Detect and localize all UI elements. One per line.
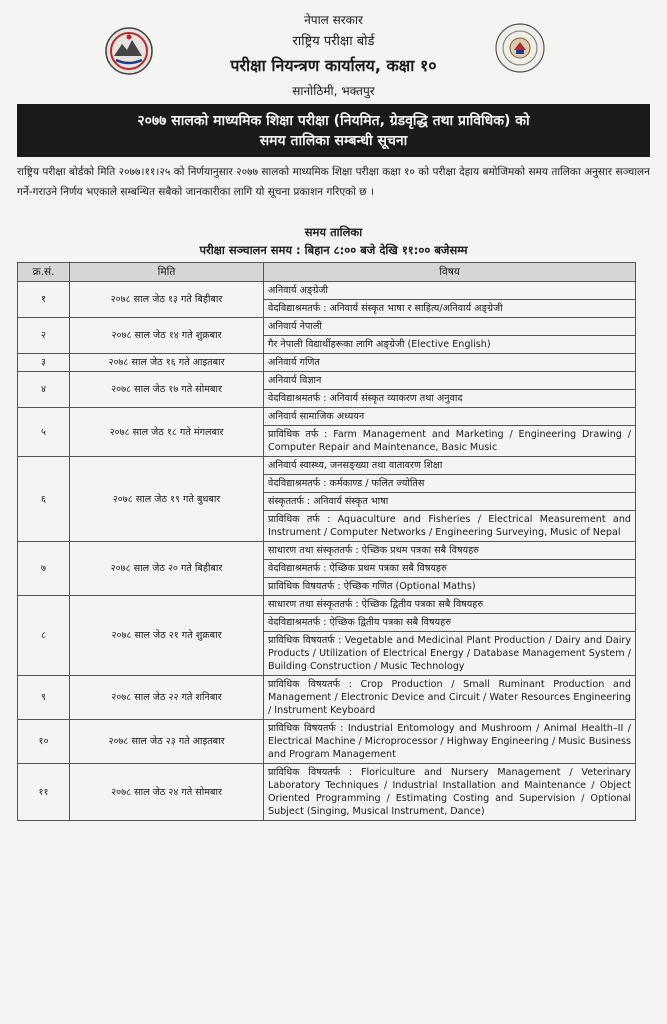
table-header-row: [18, 263, 636, 282]
serial-number: ११: [18, 764, 70, 821]
notice-title-line2: समय तालिका सम्बन्धी सूचना: [259, 133, 408, 149]
subject-entry: अनिवार्य अङ्ग्रेजी: [264, 282, 636, 300]
exam-schedule-table: [17, 262, 636, 821]
serial-number: ६: [18, 457, 70, 542]
serial-number: १: [18, 282, 70, 318]
exam-date: २०७८ साल जेठ १७ गते सोमबार: [70, 372, 264, 408]
exam-date: २०७८ साल जेठ १४ गते शुक्रबार: [70, 318, 264, 354]
table-row: [18, 720, 636, 764]
subject-entry: साधारण तथा संस्कृततर्फ : ऐच्छिक द्वितीय पत्रका सबै विषयहरु: [264, 596, 636, 614]
subject-entry: प्राविधिक विषयतर्फ : Vegetable and Medicinal Plant Production / Dairy and Dairy Products / Utilization of Electrical Energy / Database Management System / Building Construction / Music Technology: [264, 632, 636, 676]
header-date: मिति: [70, 263, 264, 282]
intro-paragraph: राष्ट्रिय परीक्षा बोर्डको मिति २०७७।११।२५ को निर्णयानुसार २०७७ सालको माध्यमिक शिक्षा परीक्षा कक्षा १० को परीक्षा देहाय बमोजिमको समय तालिका अनुसार सञ्चालन गर्ने-गराउने निर्णय भएकाले सम्बन्धित सबैको जानकारीका लागि यो सूचना प्रकाशन गरिएको छ ।: [17, 166, 650, 198]
subject-entry: वेदविद्याश्रमतर्फ : ऐच्छिक द्वितीय पत्रका सबै विषयहरु: [264, 614, 636, 632]
table-row: [18, 282, 636, 300]
serial-number: १०: [18, 720, 70, 764]
exam-date: २०७८ साल जेठ २२ गते शनिबार: [70, 676, 264, 720]
notice-title-banner: [17, 104, 650, 157]
serial-number: ८: [18, 596, 70, 676]
header-serial: क्र.सं.: [18, 263, 70, 282]
subject-entry: प्राविधिक तर्फ : Aquaculture and Fisheries / Electrical Measurement and Instrument / Computer Networks / Engineering Surveying, Music of Nepal: [264, 511, 636, 542]
subject-entry: प्राविधिक तर्फ : Farm Management and Marketing / Engineering Drawing / Computer Repair and Maintenance, Basic Music: [264, 426, 636, 457]
notice-title-line1: २०७७ सालको माध्यमिक शिक्षा परीक्षा (नियमित, ग्रेडवृद्धि तथा प्राविधिक) को: [137, 113, 530, 129]
header-subject: विषय: [264, 263, 636, 282]
serial-number: ५: [18, 408, 70, 457]
serial-number: ७: [18, 542, 70, 596]
exam-date: २०७८ साल जेठ १६ गते आइतबार: [70, 354, 264, 372]
serial-number: ४: [18, 372, 70, 408]
table-row: [18, 542, 636, 560]
subject-entry: प्राविधिक विषयतर्फ : ऐच्छिक गणित (Optional Maths): [264, 578, 636, 596]
subject-entry: वेदविद्याश्रमतर्फ : कर्मकाण्ड / फलित ज्योतिस: [264, 475, 636, 493]
subject-entry: अनिवार्य विज्ञान: [264, 372, 636, 390]
serial-number: २: [18, 318, 70, 354]
exam-date: २०७८ साल जेठ २१ गते शुक्रबार: [70, 596, 264, 676]
header: [0, 0, 667, 104]
table-row: [18, 676, 636, 720]
subject-entry: वेदविद्याश्रमतर्फ : अनिवार्य संस्कृत व्याकरण तथा अनुवाद: [264, 390, 636, 408]
subject-entry: संस्कृततर्फ : अनिवार्य संस्कृत भाषा: [264, 493, 636, 511]
subject-entry: गैर नेपाली विद्यार्थीहरूका लागि अङ्ग्रेजी (Elective English): [264, 336, 636, 354]
subject-entry: प्राविधिक विषयतर्फ : Industrial Entomology and Mushroom / Animal Health–II / Electrical Machine / Microprocessor / Highway Engineering / Music Business and Program Management: [264, 720, 636, 764]
subject-entry: वेदविद्याश्रमतर्फ : अनिवार्य संस्कृत भाषा र साहित्य/अनिवार्य अङ्ग्रेजी: [264, 300, 636, 318]
table-body: [18, 282, 636, 821]
board-name: राष्ट्रिय परीक्षा बोर्ड: [292, 34, 375, 49]
subject-entry: अनिवार्य नेपाली: [264, 318, 636, 336]
subject-entry: प्राविधिक विषयतर्फ : Floriculture and Nursery Management / Veterinary Laboratory Techniques / Industrial Installation and Maintenance / Object Oriented Programming / Estimating Costing and Supervision / Optional Subject (Singing, Musical Instrument, Dance): [264, 764, 636, 821]
subject-entry: वेदविद्याश्रमतर्फ : ऐच्छिक प्रथम पत्रका सबै विषयहरु: [264, 560, 636, 578]
schedule-title: समय तालिका: [304, 225, 363, 239]
exam-date: २०७८ साल जेठ २३ गते आइतबार: [70, 720, 264, 764]
government-name: नेपाल सरकार: [304, 13, 363, 27]
table-row: [18, 408, 636, 426]
table-row: [18, 318, 636, 336]
office-name: परीक्षा नियन्त्रण कार्यालय, कक्षा १०: [230, 56, 437, 75]
exam-date: २०७८ साल जेठ २४ गते सोमबार: [70, 764, 264, 821]
exam-date: २०७८ साल जेठ १३ गते बिहीबार: [70, 282, 264, 318]
subject-entry: अनिवार्य गणित: [264, 354, 636, 372]
table-row: [18, 764, 636, 821]
exam-time: परीक्षा सञ्चालन समय : बिहान ८:०० बजे देखि ११:०० बजेसम्म: [199, 243, 468, 257]
serial-number: ९: [18, 676, 70, 720]
subject-entry: साधारण तथा संस्कृततर्फ : ऐच्छिक प्रथम पत्रका सबै विषयहरु: [264, 542, 636, 560]
subject-entry: अनिवार्य सामाजिक अध्ययन: [264, 408, 636, 426]
subject-entry: अनिवार्य स्वास्थ्य, जनसङ्ख्या तथा वातावरण शिक्षा: [264, 457, 636, 475]
table-row: [18, 354, 636, 372]
table-row: [18, 372, 636, 390]
office-address: सानोठिमी, भक्तपुर: [292, 84, 375, 98]
serial-number: ३: [18, 354, 70, 372]
subject-entry: प्राविधिक विषयतर्फ : Crop Production / Small Ruminant Production and Management / Electronic Device and Circuit / Water Resources Engineering / Instrument Keyboard: [264, 676, 636, 720]
table-row: [18, 457, 636, 475]
exam-date: २०७८ साल जेठ १८ गते मंगलबार: [70, 408, 264, 457]
exam-date: २०७८ साल जेठ १९ गते बुधबार: [70, 457, 264, 542]
table-row: [18, 596, 636, 614]
exam-date: २०७८ साल जेठ २० गते बिहीबार: [70, 542, 264, 596]
